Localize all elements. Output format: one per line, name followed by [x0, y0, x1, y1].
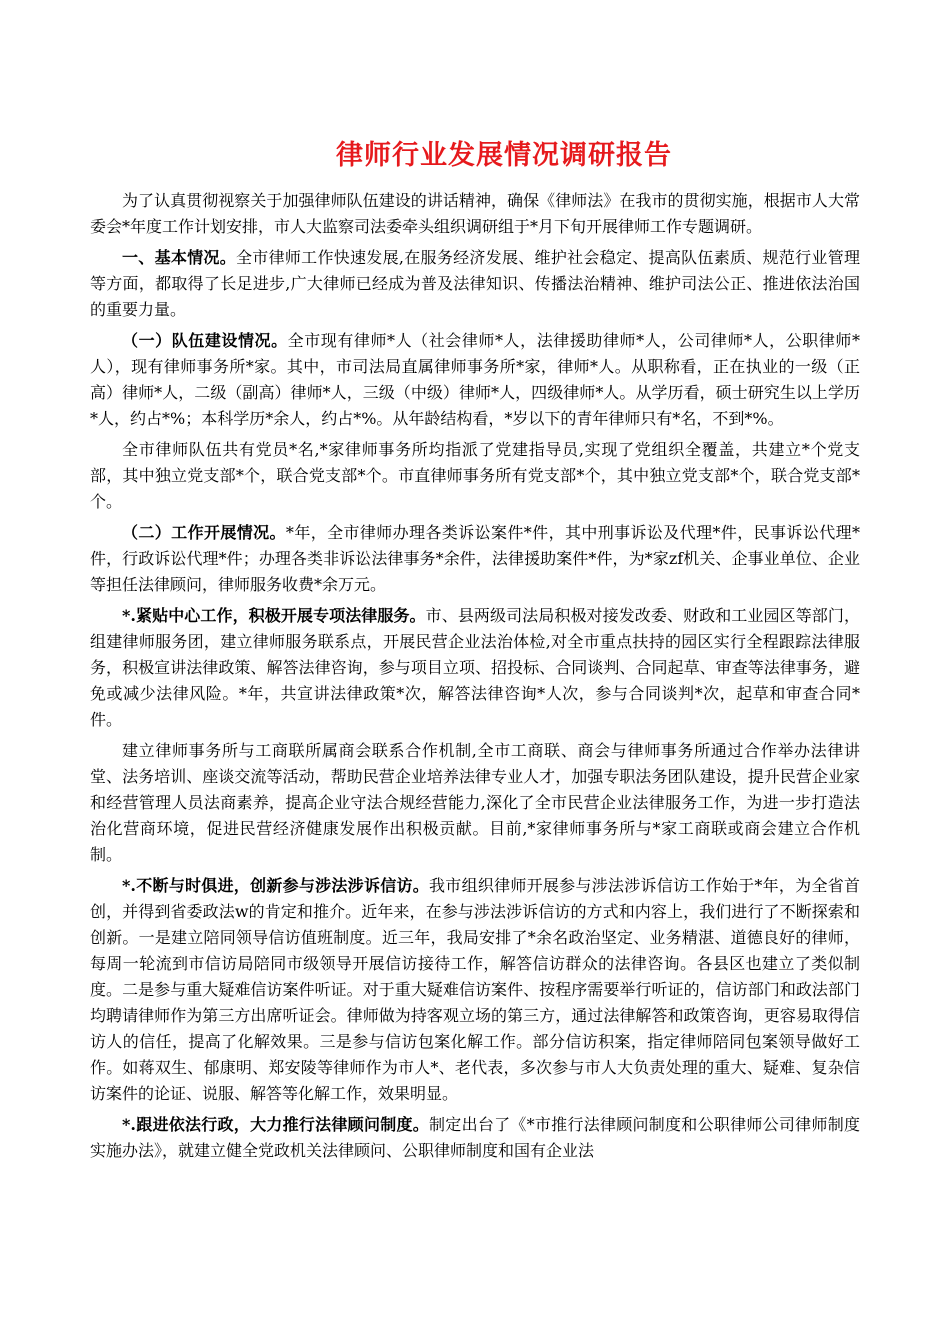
paragraph-petition-work: [90, 873, 860, 1107]
document-page: [90, 136, 860, 1169]
item-heading: *.不断与时俱进，创新参与涉法涉诉信访。: [122, 876, 430, 895]
paragraph-work-progress: [90, 520, 860, 598]
paragraph-text: 制定出台了《*市推行法律顾问制度和公职律师公司律师制度实施办法》，就建立健全党政机关法律顾问、公职律师制度和国有企业法: [90, 1115, 860, 1160]
paragraph-team-building: [90, 328, 860, 432]
subsection-heading: （一）队伍建设情况。: [122, 331, 288, 350]
paragraph-text: 市、县两级司法局积极对接发改委、财政和工业园区等部门，组建律师服务团，建立律师服务联系点，开展民营企业法治体检,对全市重点扶持的园区实行全程跟踪法律服务，积极宣讲法律政策、解答法律咨询，参与项目立项、招投标、合同谈判、合同起草、审查等法律事务，避免或减少法律风险。*年，共宣讲法律政策*次，解答法律咨询*人次，参与合同谈判*次，起草和审查合同*件。: [90, 606, 860, 729]
paragraph-intro: [90, 188, 860, 240]
paragraph-text: 全市律师队伍共有党员*名,*家律师事务所均指派了党建指导员,实现了党组织全覆盖，共建立*个党支部，其中独立党支部*个，联合党支部*个。市直律师事务所有党支部*个，其中独立党支部*个，联合党支部*个。: [90, 440, 860, 511]
paragraph-text: 我市组织律师开展参与涉法涉诉信访工作始于*年，为全省首创，并得到省委政法w的肯定和推介。近年来，在参与涉法涉诉信访的方式和内容上，我们进行了不断探索和创新。一是建立陪同领导信访值班制度。近三年，我局安排了*余名政治坚定、业务精湛、道德良好的律师，每周一轮流到市信访局陪同市级领导开展信访接待工作，解答信访群众的法律咨询。各县区也建立了类似制度。二是参与重大疑难信访案件听证。对于重大疑难信访案件、按程序需要举行听证的，信访部门和政法部门均聘请律师作为第三方出席听证会。律师做为持客观立场的第三方，通过法律解答和政策咨询，更容易取得信访人的信任，提高了化解效果。三是参与信访包案化解工作。部分信访积案，指定律师陪同包案领导做好工作。如蒋双生、郁康明、郑安陵等律师作为市人*、老代表，多次参与市人大负责处理的重大、疑难、复杂信访案件的论证、说服、解答等化解工作，效果明显。: [90, 876, 860, 1103]
item-heading: *.跟进依法行政，大力推行法律顾问制度。: [122, 1115, 430, 1134]
paragraph-text: 为了认真贯彻视察关于加强律师队伍建设的讲话精神，确保《律师法》在我市的贯彻实施，根据市人大常委会*年度工作计划安排，市人大监察司法委牵头组织调研组于*月下旬开展律师工作专题调研。: [90, 191, 860, 236]
item-heading: *.紧贴中心工作，积极开展专项法律服务。: [122, 606, 426, 625]
section-heading: 一、基本情况。: [122, 248, 237, 267]
paragraph-text: *年，全市律师办理各类诉讼案件*件，其中刑事诉讼及代理*件，民事诉讼代理*件，行政诉讼代理*件；办理各类非诉讼法律事务*余件，法律援助案件*件，为*家zf机关、企事业单位、企业等担任法律顾问，律师服务收费*余万元。: [90, 523, 860, 594]
paragraph-text: 建立律师事务所与工商联所属商会联系合作机制,全市工商联、商会与律师事务所通过合作举办法律讲堂、法务培训、座谈交流等活动，帮助民营企业培养法律专业人才，加强专职法务团队建设，提升民营企业家和经营管理人员法商素养，提高企业守法合规经营能力,深化了全市民营企业法律服务工作，为进一步打造法治化营商环境，促进民营经济健康发展作出积极贡献。目前,*家律师事务所与*家工商联或商会建立合作机制。: [90, 741, 860, 864]
paragraph-text: 全市律师工作快速发展,在服务经济发展、维护社会稳定、提高队伍素质、规范行业管理等方面，都取得了长足进步,广大律师已经成为普及法律知识、传播法治精神、维护司法公正、推进依法治国的重要力量。: [90, 248, 860, 319]
paragraph-chamber-cooperation: [90, 738, 860, 868]
paragraph-text: 全市现有律师*人（社会律师*人，法律援助律师*人，公司律师*人，公职律师*人），现有律师事务所*家。其中，市司法局直属律师事务所*家，律师*人。从职称看，正在执业的一级（正高）律师*人，二级（副高）律师*人，三级（中级）律师*人，四级律师*人。从学历看，硕士研究生以上学历*人，约占*%；本科学历*余人，约占*%。从年龄结构看，*岁以下的青年律师只有*名，不到*%。: [90, 331, 860, 428]
document-title: 律师行业发展情况调研报告: [336, 140, 672, 171]
paragraph-special-legal-services: [90, 603, 860, 733]
paragraph-party-members: [90, 437, 860, 515]
paragraph-legal-advisor-system: [90, 1112, 860, 1164]
subsection-heading: （二）工作开展情况。: [122, 523, 286, 542]
paragraph-basic-situation: [90, 245, 860, 323]
